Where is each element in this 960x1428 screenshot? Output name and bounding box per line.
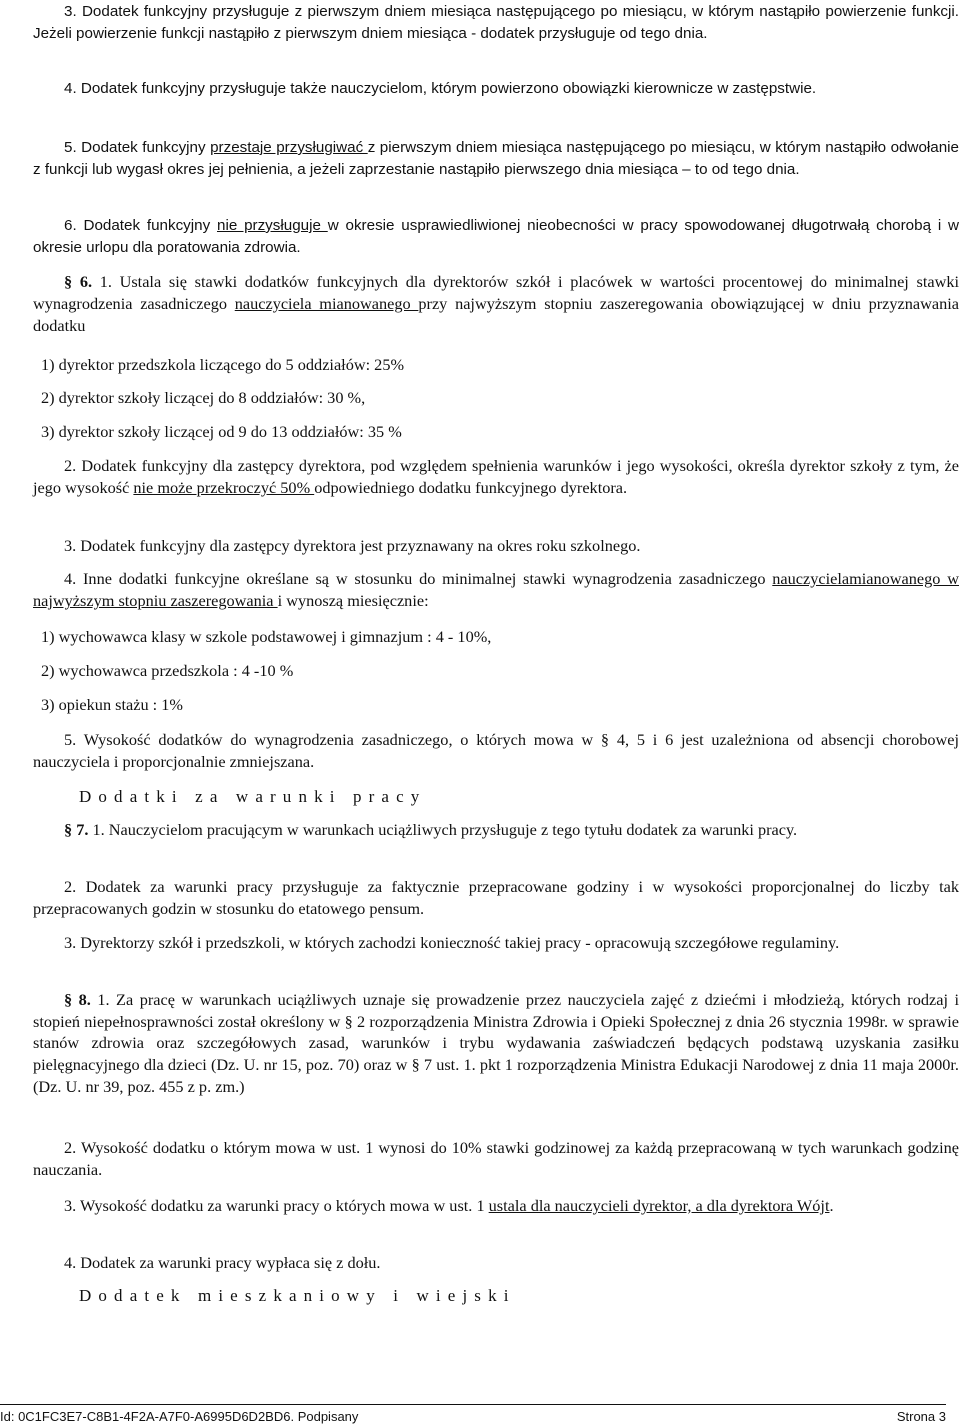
section-label: § 7.	[64, 820, 89, 839]
heading-dodatek-mieszkaniowy: Dodatek mieszkaniowy i wiejski	[79, 1286, 516, 1305]
section-8-paragraph-3: 3. Wysokość dodatku za warunki pracy o których mowa w ust. 1 ustala dla nauczycieli dyrektor, a dla dyrektora Wójt.	[64, 1196, 834, 1215]
underlined-text: nie przysługuje	[217, 217, 328, 234]
section-6-paragraph-2: 2. Dodatek funkcyjny dla zastępcy dyrektora, pod względem spełnienia warunków i jego wysokości, określa dyrektor szkoły z tym, że jego wysokość nie może przekroczyć 50% odpowiedniego dodatku funkcyjnego dyrektora.	[33, 456, 959, 497]
section-7-paragraph-3: 3. Dyrektorzy szkół i przedszkoli, w których zachodzi konieczność takiej pracy - opracowują szczegółowe regulaminy.	[64, 933, 840, 952]
list-item: 3) dyrektor szkoły liczącej od 9 do 13 oddziałów: 35 %	[41, 422, 402, 441]
underlined-text: nauczycielamianowanego w najwyższym stopniu zaszeregowania	[33, 569, 959, 610]
paragraph-text: 3. Dodatek funkcyjny przysługuje z pierwszym dniem miesiąca następującego po miesiącu, w którym nastąpiło powierzenie funkcji. Jeżeli powierzenie funkcji nastąpiło z pierwszym dniem miesiąca - dodatek przysługuje od tego dnia.	[33, 3, 959, 42]
list-item: 3) opiekun stażu : 1%	[41, 695, 183, 714]
list-item: 2) dyrektor szkoły liczącej do 8 oddziałów: 30 %,	[41, 388, 366, 407]
page-footer	[0, 1404, 946, 1424]
paragraph-5-4	[33, 78, 959, 100]
paragraph-5-5: 5. Dodatek funkcyjny przestaje przysługiwać z pierwszym dniem miesiąca następującego po miesiącu, w którym nastąpiło odwołanie z funkcji lub wygasł okres jej pełnienia, a jeżeli zaprzestanie nastąpiło pierwszego dnia miesiąca – to od tego dnia.	[33, 139, 960, 178]
section-6-paragraph-3: 3. Dodatek funkcyjny dla zastępcy dyrektora jest przyznawany na okres roku szkolnego.	[64, 536, 641, 555]
section-6-paragraph-1: § 6. 1. Ustala się stawki dodatków funkcyjnych dla dyrektorów szkół i placówek w wartości procentowej do minimalnej stawki wynagrodzenia zasadniczego nauczyciela mianowanego przy najwyższym stopniu zaszeregowania obowiązującej w dniu przyznawania dodatku	[33, 272, 960, 335]
section-6-paragraph-4: 4. Inne dodatki funkcyjne określane są w stosunku do minimalnej stawki wynagrodzenia zasadniczego nauczycielamianowanego w najwyższym stopniu zaszeregowania i wynoszą miesięcznie:	[33, 569, 959, 610]
paragraph-5-3	[33, 1, 959, 44]
underlined-text: przestaje przysługiwać	[210, 139, 368, 156]
section-8-paragraph-2: 2. Wysokość dodatku o którym mowa w ust. 1 wynosi do 10% stawki godzinowej za każdą przepracowaną w tych warunkach godzinę nauczania.	[33, 1138, 959, 1179]
underlined-text: nie może przekroczyć 50%	[133, 478, 315, 497]
list-item: 2) wychowawca przedszkola : 4 -10 %	[41, 661, 294, 680]
underlined-text: nauczyciela mianowanego	[234, 294, 419, 313]
paragraph-5-6: 6. Dodatek funkcyjny nie przysługuje w okresie usprawiedliwionej nieobecności w pracy spowodowanej długotrwałą chorobą i w okresie urlopu dla poratowania zdrowia.	[33, 217, 960, 256]
section-7-paragraph-1: § 7. 1. Nauczycielom pracującym w warunkach uciążliwych przysługuje z tego tytułu dodatek za warunki pracy.	[64, 820, 798, 839]
section-label: § 6.	[64, 272, 93, 291]
underlined-text: ustala dla nauczycieli dyrektor, a dla dyrektora Wójt	[488, 1196, 830, 1215]
section-7-paragraph-2: 2. Dodatek za warunki pracy przysługuje za faktycznie przepracowane godziny i w wysokości proporcjonalnej do liczby tak przepracowanych godzin w stosunku do etatowego pensum.	[33, 877, 959, 918]
section-6-paragraph-5: 5. Wysokość dodatków do wynagrodzenia zasadniczego, o których mowa w § 4, 5 i 6 jest uzależniona od absencji chorobowej nauczyciela i proporcjonalnie zmniejszana.	[33, 730, 959, 771]
list-item: 1) dyrektor przedszkola liczącego do 5 oddziałów: 25%	[41, 355, 405, 374]
heading-warunki-pracy: Dodatki za warunki pracy	[79, 787, 427, 806]
page-number: Strona 3	[896, 1409, 946, 1424]
paragraph-text: 4. Dodatek funkcyjny przysługuje także nauczycielom, którym powierzono obowiązki kierownicze w zastępstwie.	[64, 80, 817, 97]
list-item: 1) wychowawca klasy w szkole podstawowej i gimnazjum : 4 - 10%,	[41, 627, 492, 646]
section-label: § 8.	[64, 990, 91, 1009]
document-id: Id: 0C1FC3E7-C8B1-4F2A-A7F0-A6995D6D2BD6. Podpisany	[0, 1409, 359, 1424]
section-8-paragraph-1: § 8. 1. Za pracę w warunkach uciążliwych uznaje się prowadzenie przez nauczyciela zajęć z dziećmi i młodzieżą, których rodzaj i stopień niepełnosprawności został określony w § 2 rozporządzenia Ministra Zdrowia i Opieki Społecznej z dnia 26 stycznia 1998r. w sprawie stanów zdrowia oraz szczegółowych zasad, warunków i trybu wydawania zaświadczeń będących podstawą uzyskania zasiłku pielęgnacyjnego dla dzieci (Dz. U. nr 15, poz. 70) oraz w § 7 ust. 1. pkt 1 rozporządzenia Ministra Edukacji Narodowej z dnia 11 maja 2000r. (Dz. U. nr 39, poz. 455 z p. zm.)	[33, 990, 959, 1096]
section-8-paragraph-4: 4. Dodatek za warunki pracy wypłaca się z dołu.	[64, 1253, 381, 1272]
